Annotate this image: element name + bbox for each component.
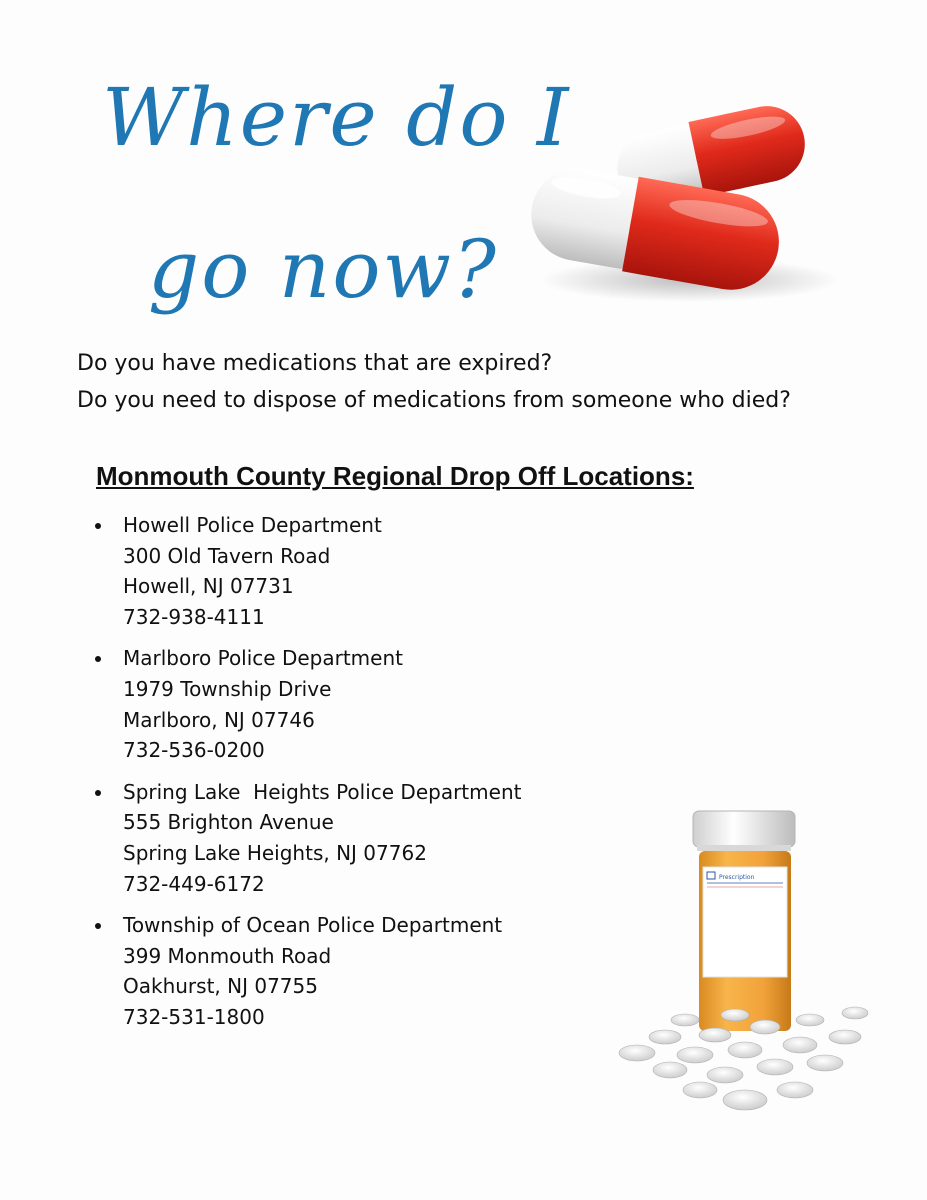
question-expired: Do you have medications that are expired? [77, 351, 553, 376]
location-address: 555 Brighton Avenue [123, 810, 334, 835]
location-city: Oakhurst, NJ 07755 [123, 974, 318, 999]
list-item [95, 910, 615, 1033]
questions-block [77, 345, 897, 419]
list-item [95, 643, 615, 766]
location-address: 399 Monmouth Road [123, 943, 332, 968]
location-name: Howell Police Department [123, 513, 382, 537]
location-name: Spring Lake Heights Police Department [123, 779, 522, 804]
section-title: Monmouth County Regional Drop Off Locations: [96, 461, 694, 491]
prescription-bottle-icon [615, 805, 875, 1135]
location-phone: 732-938-4111 [123, 605, 265, 630]
list-item [95, 777, 615, 900]
location-address: 1979 Township Drive [123, 677, 332, 702]
location-name: Township of Ocean Police Department [123, 912, 503, 937]
list-item [95, 510, 615, 633]
headline-line-1: Where do I [102, 71, 571, 164]
location-phone: 732-449-6172 [123, 871, 265, 896]
capsule-pills-icon [520, 90, 840, 310]
location-phone: 732-536-0200 [123, 738, 265, 763]
bullet-icon [95, 656, 101, 662]
headline-line-2: go now? [148, 223, 498, 316]
question-dispose: Do you need to dispose of medications from someone who died? [77, 388, 791, 413]
bullet-icon [95, 523, 101, 529]
location-city: Howell, NJ 07731 [123, 574, 294, 599]
location-city: Spring Lake Heights, NJ 07762 [123, 841, 427, 866]
bullet-icon [95, 790, 101, 796]
location-name: Marlboro Police Department [123, 646, 403, 671]
bullet-icon [95, 923, 101, 929]
locations-list [95, 510, 615, 1043]
location-city: Marlboro, NJ 07746 [123, 707, 315, 732]
bottle-label-text: Prescription [719, 874, 755, 881]
location-phone: 732-531-1800 [123, 1005, 265, 1030]
location-address: 300 Old Tavern Road [123, 543, 331, 568]
